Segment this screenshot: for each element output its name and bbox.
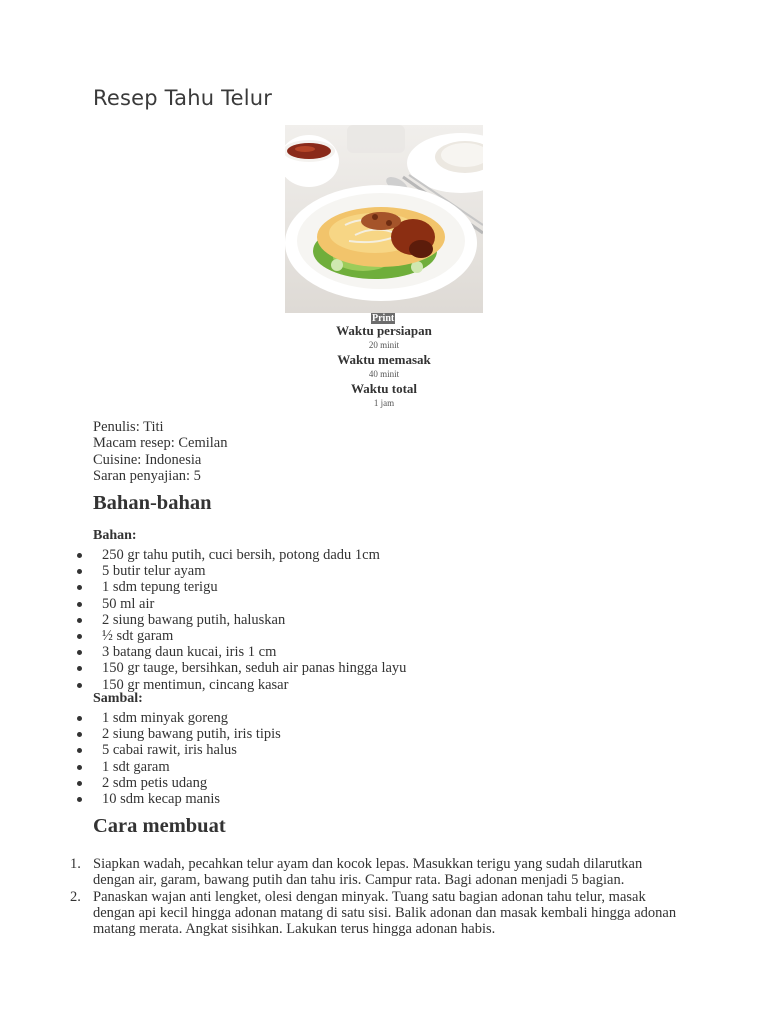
list-item: 2 siung bawang putih, haluskan [0,612,406,628]
total-time [284,381,484,410]
list-item: ½ sdt garam [0,628,406,644]
list-item: 5 cabai rawit, iris halus [0,742,281,758]
step-number: 2. [70,888,81,905]
step-text: Siapkan wadah, pecahkan telur ayam dan kocok lepas. Masukkan terigu yang sudah dilarutkan dengan air, garam, bawang putih dan tahu iris. Campur rata. Bagi adonan menjadi 5 bagian. [93,856,643,889]
cook-time-value: 40 minit [368,369,400,379]
servings: Saran penyajian: 5 [93,467,201,484]
total-time-value: 1 jam [373,398,395,408]
method-steps [0,856,700,937]
total-time-label: Waktu total [350,381,418,396]
print-button[interactable]: Print [372,313,395,324]
cook-time [284,352,484,381]
ingredient-list-sambal [0,710,281,807]
step-number: 1. [70,856,81,872]
page-title: Resep Tahu Telur [93,86,273,110]
step-text: Panaskan wajan anti lengket, olesi dengan minyak. Tuang satu bagian adonan tahu telur, masak dengan api kecil hingga adonan matang di satu sisi. Balik adonan dan masak kembali hingga adonan matang merata. Angkat sisihkan. Lakukan terus hingga adonan habis. [93,888,677,938]
group-heading-sambal: Sambal: [93,691,143,706]
ingredient-list-bahan [0,547,406,693]
recipe-photo [285,125,483,313]
method-heading: Cara membuat [93,815,226,837]
group-heading-bahan: Bahan: [93,528,137,543]
recipe-meta [93,419,227,484]
list-item: 50 ml air [0,596,406,612]
list-item: 150 gr mentimun, cincang kasar [0,677,406,693]
prep-time [284,323,484,352]
list-item: 2 siung bawang putih, iris tipis [0,726,281,742]
list-item: 250 gr tahu putih, cuci bersih, potong dadu 1cm [0,547,406,563]
list-item: 3 batang daun kucai, iris 1 cm [0,644,406,660]
list-item: 10 sdm kecap manis [0,791,281,807]
list-item: 5 butir telur ayam [0,563,406,579]
cuisine: Cuisine: Indonesia [93,451,202,468]
list-item: 2 sdm petis udang [0,775,281,791]
prep-time-label: Waktu persiapan [336,323,432,338]
ingredients-heading: Bahan-bahan [93,492,212,514]
step-item [0,856,700,889]
cook-time-label: Waktu memasak [337,352,431,367]
recipe-type: Macam resep: Cemilan [93,435,228,452]
author: Penulis: Titi [93,419,164,435]
list-item: 1 sdm minyak goreng [0,710,281,726]
step-item [0,889,700,938]
list-item: 1 sdm tepung terigu [0,579,406,595]
list-item: 1 sdt garam [0,759,281,775]
prep-time-value: 20 minit [368,340,400,350]
list-item: 150 gr tauge, bersihkan, seduh air panas hingga layu [0,660,406,676]
